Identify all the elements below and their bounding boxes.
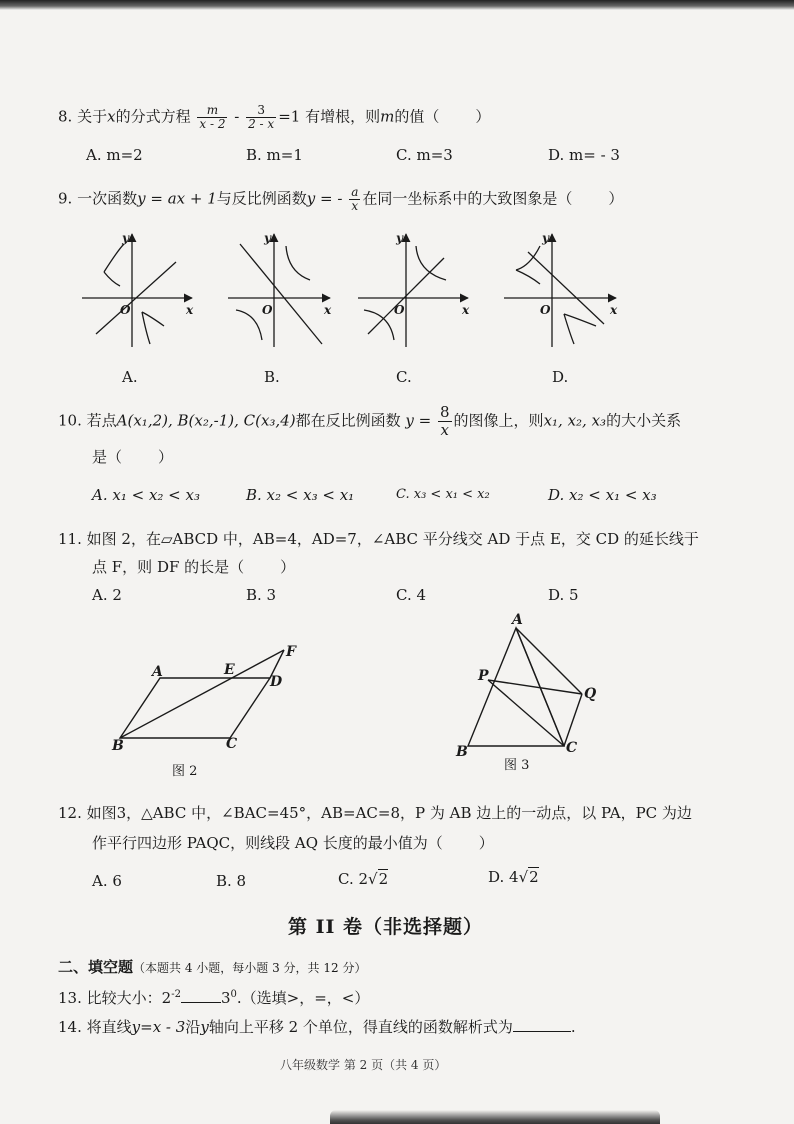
fig2-caption: 图 2: [172, 764, 198, 779]
q8-option-a: A. m=2: [86, 146, 143, 164]
question-13: 13. 比较大小：$2^{-2}$ $3^0$.（选填>，=，<）: [58, 989, 370, 1007]
q10-fraction: $\frac{8}{x}$: [440, 403, 450, 439]
q9-fraction: $\frac{a}{x}$: [351, 185, 359, 213]
question-8-stem: 8. 关于x的分式方程 $\frac{m}{x - 2}$ - $\frac{3}{2 - x}$ =1 有增根，则m的值（ ）: [58, 103, 491, 131]
graph-d-x-label: x: [610, 303, 618, 317]
question-11-line-1: 11. 如图 2，在▱ABCD 中，AB=4，AD=7，∠ABC 平分线交 AD 于点 E，交 CD 的延长线于: [58, 530, 699, 548]
fig3-label-c: C: [566, 740, 578, 756]
fig2-label-b: B: [112, 738, 124, 754]
q9-label-c: C.: [396, 368, 412, 386]
q10-option-d: D. x₂ < x₁ < x₃: [548, 486, 657, 504]
graph-c-y-label: y: [396, 231, 403, 245]
question-10-stem: 10. 若点A(x₁,2), B(x₂,-1), C(x₃,4)都在反比例函数 y = $\frac{8}{x}$ 的图像上，则x₁, x₂, x₃的大小关系: [58, 403, 682, 439]
graph-c: [358, 234, 468, 347]
question-14: 14. 将直线y=x - 3沿y轴向上平移 2 个单位，得直线的函数解析式为 .: [58, 1018, 576, 1036]
fig2-label-f: F: [286, 644, 296, 660]
q8-fraction-1: $\frac{m}{x - 2}$: [199, 103, 226, 131]
q12-option-b: B. 8: [216, 872, 247, 890]
graph-a-origin: O: [120, 303, 131, 317]
q8-option-c: C. m=3: [396, 146, 453, 164]
fig2-label-e: E: [224, 662, 235, 678]
q10-option-b: B. x₂ < x₃ < x₁: [246, 486, 355, 504]
question-12-line-1: 12. 如图3，△ABC 中，∠BAC=45°，AB=AC=8，P 为 AB 边上的一动点，以 PA，PC 为边: [58, 804, 692, 822]
graph-c-origin: O: [394, 303, 405, 317]
graph-d-origin: O: [540, 303, 551, 317]
graph-b: [228, 234, 330, 347]
q13-answer-blank[interactable]: [181, 988, 221, 1003]
graph-d-y-label: y: [542, 231, 549, 245]
fig3-caption: 图 3: [504, 758, 530, 773]
fig2-label-a: A: [152, 664, 163, 680]
question-10-stem-line-2: 是（ ）: [92, 448, 174, 466]
q14-answer-blank[interactable]: [513, 1017, 571, 1032]
q8-fraction-2: $\frac{3}{2 - x}$: [248, 103, 275, 131]
q12-option-d: D. 4√2: [488, 868, 539, 886]
graph-d: [504, 234, 616, 347]
q9-label-a: A.: [122, 368, 138, 386]
q10-option-a: A. x₁ < x₂ < x₃: [92, 486, 200, 504]
section-2-title: 第 II 卷（非选择题）: [288, 916, 484, 938]
fig2-label-d: D: [270, 674, 283, 690]
fig3-label-p: P: [478, 668, 489, 684]
graph-a-y-label: y: [122, 231, 129, 245]
q11-option-d: D. 5: [548, 586, 579, 604]
fig2-label-c: C: [226, 736, 238, 752]
scan-top-edge: [0, 0, 794, 10]
question-9-stem: 9. 一次函数y = ax + 1与反比例函数y = - $\frac{a}{x}$ 在同一坐标系中的大致图象是（ ）: [58, 185, 624, 213]
graph-b-y-label: y: [264, 231, 271, 245]
graph-a-x-label: x: [186, 303, 194, 317]
q11-option-b: B. 3: [246, 586, 277, 604]
q11-option-a: A. 2: [92, 586, 122, 604]
q11-option-c: C. 4: [396, 586, 427, 604]
question-12-line-2: 作平行四边形 PAQC，则线段 AQ 长度的最小值为（ ）: [92, 834, 494, 852]
graph-c-x-label: x: [462, 303, 470, 317]
q8-option-b: B. m=1: [246, 146, 303, 164]
fig3-label-b: B: [456, 744, 468, 760]
q9-label-d: D.: [552, 368, 569, 386]
q9-label-b: B.: [264, 368, 280, 386]
fig3-label-a: A: [512, 612, 523, 628]
scan-bottom-edge: [330, 1110, 660, 1124]
q9-graph-options: [0, 222, 794, 362]
q12-option-a: A. 6: [92, 872, 122, 890]
q12-option-c: C. 2√2: [338, 870, 389, 888]
fig3-label-q: Q: [584, 686, 597, 702]
part-2-header: 二、填空题（本题共 4 小题，每小题 3 分，共 12 分）: [58, 958, 367, 976]
q10-option-c: C. x₃ < x₁ < x₂: [396, 487, 490, 502]
q8-option-d: D. m= - 3: [548, 146, 620, 164]
graph-b-x-label: x: [324, 303, 332, 317]
page-footer: 八年级数学 第 2 页（共 4 页）: [280, 1058, 447, 1072]
graph-a: [82, 234, 192, 347]
figure-2: [100, 638, 310, 756]
graph-b-origin: O: [262, 303, 273, 317]
question-11-line-2: 点 F，则 DF 的长是（ ）: [92, 558, 296, 576]
